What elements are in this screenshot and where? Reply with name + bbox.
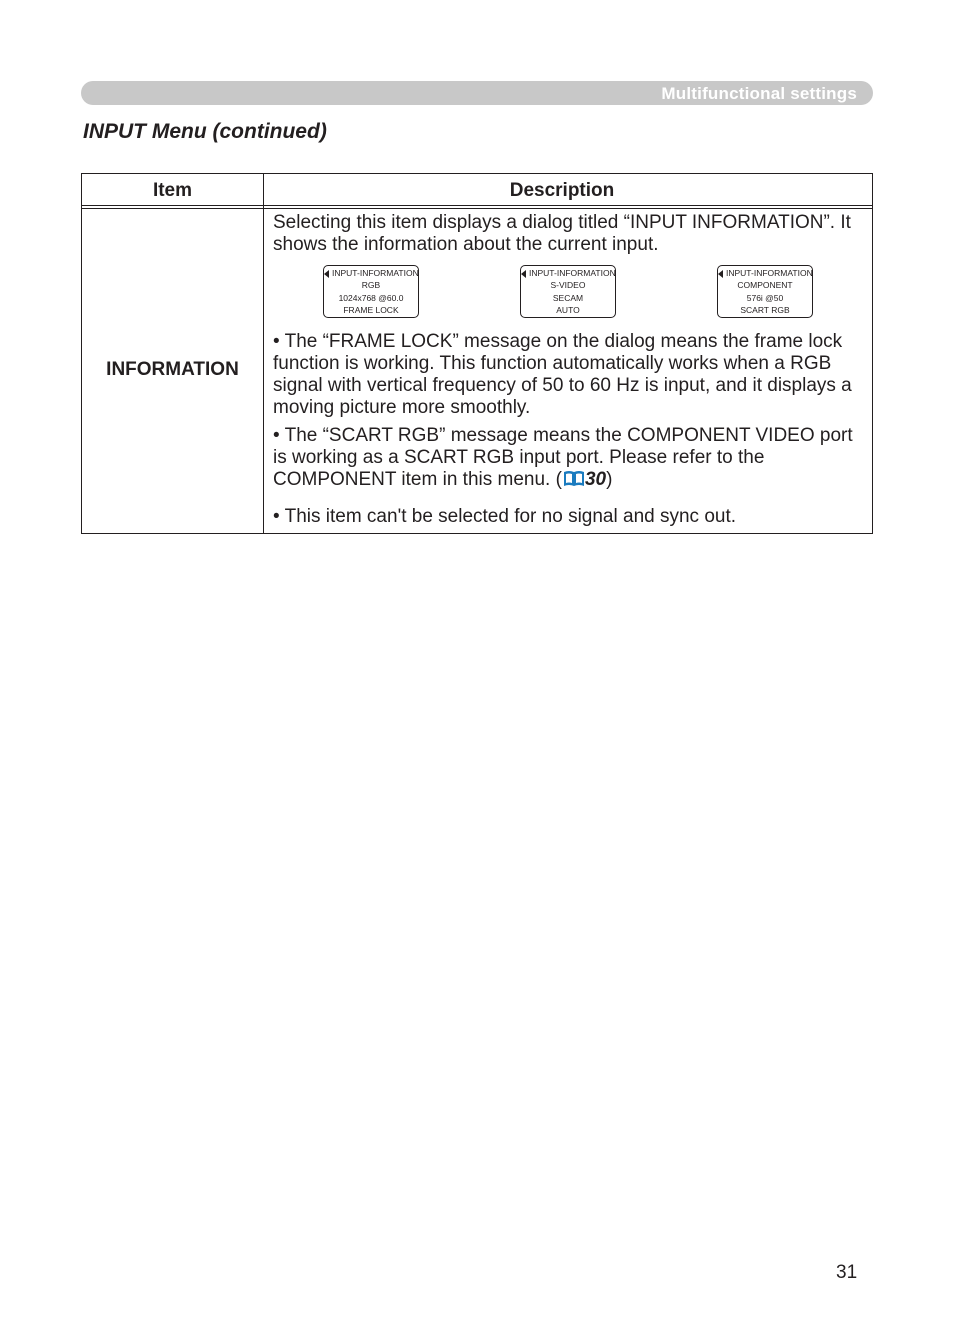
dialog-title-row	[718, 267, 812, 279]
book-icon	[563, 469, 585, 487]
bullet-scart-rgb-text: • The “SCART RGB” message means the COMPONENT VIDEO port is working as a SCART RGB input port. Please refer to the COMPONENT item in this menu. (	[273, 425, 853, 490]
dialog-title: INPUT-INFORMATION	[332, 268, 419, 278]
dialog-title-row	[324, 267, 418, 279]
dialog-line: S-VIDEO	[550, 280, 586, 291]
dialog-preview-svideo	[520, 265, 616, 318]
bullet-frame-lock: • The “FRAME LOCK” message on the dialog means the frame lock function is working. This function automatically works when a RGB signal with vertical frequency of 50 to 60 Hz is input, and it displays a moving picture more smoothly.	[273, 331, 852, 418]
header-divider-double	[82, 208, 872, 209]
page-reference-link[interactable]	[562, 469, 606, 490]
bullet-scart-rgb-close: )	[606, 469, 613, 490]
dialog-title-row	[521, 267, 615, 279]
reference-page-number: 30	[584, 469, 607, 490]
menu-table	[81, 173, 873, 534]
column-header-item: Item	[152, 180, 193, 201]
section-header-bar	[81, 81, 873, 105]
bullet-no-signal: • This item can't be selected for no signal and sync out.	[273, 506, 737, 527]
left-triangle-icon	[718, 270, 723, 278]
dialog-title: INPUT-INFORMATION	[726, 268, 813, 278]
left-triangle-icon	[324, 270, 329, 278]
header-divider	[82, 205, 872, 206]
section-header-label: Multifunctional settings	[661, 84, 857, 103]
page-title: INPUT Menu (continued)	[83, 120, 327, 143]
column-divider	[263, 174, 264, 533]
page-number: 31	[836, 1262, 858, 1283]
dialog-line: 576i @50	[746, 292, 784, 303]
dialog-line: FRAME LOCK	[343, 305, 399, 316]
item-name-information: INFORMATION	[106, 359, 239, 380]
dialog-line: SCART RGB	[740, 305, 790, 316]
dialog-line: AUTO	[556, 305, 580, 316]
description-intro: Selecting this item displays a dialog titled “INPUT INFORMATION”. It shows the information about the current input.	[273, 212, 851, 255]
dialog-line: RGB	[361, 280, 381, 291]
column-header-description: Description	[509, 180, 615, 201]
bullet-scart-rgb	[273, 425, 869, 491]
dialog-preview-rgb	[323, 265, 419, 318]
dialog-line: COMPONENT	[737, 280, 793, 291]
dialog-line: SECAM	[552, 292, 584, 303]
dialog-line: 1024x768 @60.0	[338, 292, 404, 303]
dialog-title: INPUT-INFORMATION	[529, 268, 616, 278]
left-triangle-icon	[521, 270, 526, 278]
dialog-preview-component	[717, 265, 813, 318]
